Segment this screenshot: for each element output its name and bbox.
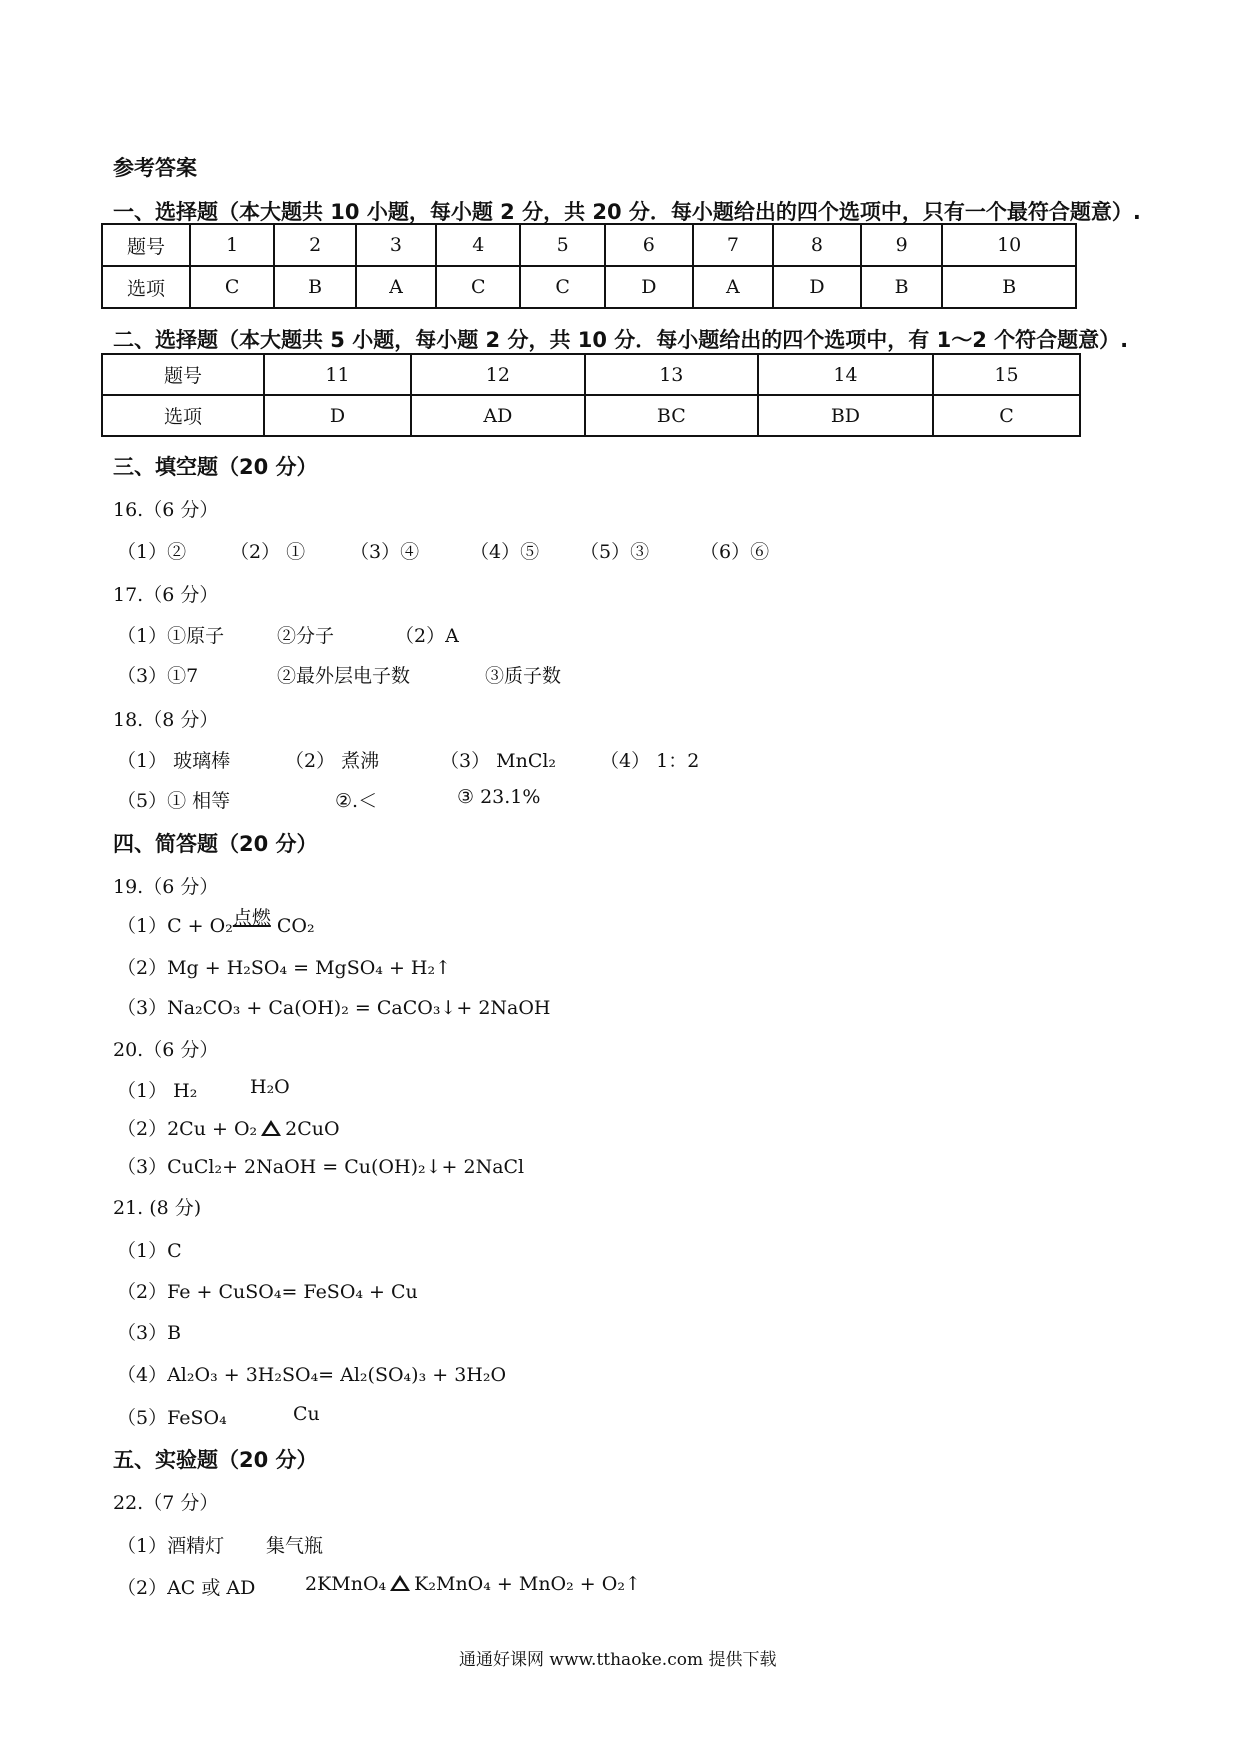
q21-title: 21. (8 分) — [113, 1197, 202, 1219]
section2-heading: 二、选择题（本大题共 5 小题，每小题 2 分，共 10 分．每小题给出的四个选项中，有 1～2 个符合题意）. — [113, 328, 1129, 352]
q17-title: 17.（6 分） — [113, 584, 219, 606]
equation-right: K₂MnO₄ + MnO₂ + O₂↑ — [414, 1573, 641, 1595]
footer: 通通好课网 www.tthaoke.com 提供下载 — [459, 1650, 777, 1670]
row-label: 选项 — [102, 395, 264, 436]
cell: 15 — [933, 354, 1080, 395]
cell: C — [520, 266, 604, 308]
q17-answer-3: （2）A — [395, 625, 459, 647]
q17-answer-5: ②最外层电子数 — [277, 665, 411, 687]
q18-answer-5: （5）① 相等 — [117, 790, 231, 812]
q20-equation-3: （3）CuCl₂+ 2NaOH = Cu(OH)₂↓+ 2NaCl — [117, 1156, 525, 1178]
equation-left: 2KMnO₄ — [305, 1573, 387, 1595]
q18-answer-6: ②.＜ — [335, 790, 378, 812]
q18-answer-1: （1） 玻璃棒 — [117, 750, 231, 772]
q16-answer-2: （2） ① — [230, 541, 306, 563]
q22-title: 22.（7 分） — [113, 1492, 219, 1514]
cell: BC — [585, 395, 758, 436]
cell: A — [693, 266, 773, 308]
cell: D — [605, 266, 693, 308]
q16-answer-3: （3）④ — [350, 541, 420, 563]
cell: C — [190, 266, 274, 308]
cell: 14 — [758, 354, 933, 395]
cell: C — [933, 395, 1080, 436]
q22-answer-3: （2）AC 或 AD — [117, 1577, 256, 1599]
q19-title: 19.（6 分） — [113, 876, 219, 898]
q16-title: 16.（6 分） — [113, 499, 219, 521]
section5-heading: 五、实验题（20 分） — [113, 1448, 318, 1472]
equation-right: 2CuO — [285, 1118, 340, 1140]
cell: 13 — [585, 354, 758, 395]
cell: 9 — [861, 224, 942, 266]
equation-right: CO₂ — [270, 915, 315, 937]
cell: 3 — [356, 224, 436, 266]
cell: 11 — [264, 354, 411, 395]
q17-answer-1: （1）①原子 — [117, 625, 225, 647]
cell: 5 — [520, 224, 604, 266]
q21-answer-6: Cu — [293, 1403, 320, 1425]
reaction-condition: 点燃 — [232, 907, 271, 929]
q21-answer-5: （5）FeSO₄ — [117, 1407, 227, 1429]
section1-heading: 一、选择题（本大题共 10 小题，每小题 2 分，共 20 分．每小题给出的四个选项中，只有一个最符合题意）. — [113, 200, 1141, 224]
q20-answer-2: H₂O — [250, 1076, 290, 1098]
section2-answer-row — [102, 395, 1080, 436]
heat-triangle-icon — [261, 1120, 281, 1136]
q16-answer-1: （1）② — [117, 541, 187, 563]
q20-answer-1: （1） H₂ — [117, 1080, 198, 1102]
q18-answer-4: （4） 1：2 — [600, 750, 700, 772]
q22-answer-2: 集气瓶 — [266, 1535, 324, 1557]
q18-answer-7: ③ 23.1% — [457, 786, 541, 808]
q20-title: 20.（6 分） — [113, 1039, 219, 1061]
q21-answer-3: （3）B — [117, 1322, 182, 1344]
q22-equation — [305, 1573, 641, 1595]
cell: 7 — [693, 224, 773, 266]
cell: B — [861, 266, 942, 308]
section4-heading: 四、简答题（20 分） — [113, 832, 318, 856]
cell: BD — [758, 395, 933, 436]
section1-number-row — [102, 224, 1076, 266]
cell: 1 — [190, 224, 274, 266]
page-title: 参考答案 — [113, 156, 197, 180]
q21-answer-1: （1）C — [117, 1240, 182, 1262]
cell: AD — [411, 395, 585, 436]
cell: D — [773, 266, 861, 308]
cell: 10 — [942, 224, 1076, 266]
q19-equation-2: （2）Mg + H₂SO₄ = MgSO₄ + H₂↑ — [117, 957, 452, 979]
q16-answer-6: （6）⑥ — [700, 541, 770, 563]
q20-equation-2 — [117, 1114, 340, 1141]
q21-answer-4: （4）Al₂O₃ + 3H₂SO₄= Al₂(SO₄)₃ + 3H₂O — [117, 1364, 507, 1386]
row-label: 选项 — [102, 266, 190, 308]
q16-answer-4: （4）⑤ — [470, 541, 540, 563]
cell: D — [264, 395, 411, 436]
q16-answer-5: （5）③ — [580, 541, 650, 563]
cell: B — [942, 266, 1076, 308]
q18-title: 18.（8 分） — [113, 709, 219, 731]
q17-answer-4: （3）①7 — [117, 665, 199, 687]
section3-heading: 三、填空题（20 分） — [113, 455, 318, 479]
cell: 6 — [605, 224, 693, 266]
cell: 4 — [436, 224, 520, 266]
equation-left: （1）C + O₂ — [117, 915, 233, 937]
row-label: 题号 — [102, 224, 190, 266]
q19-equation-1 — [117, 907, 315, 938]
section1-table — [101, 223, 1077, 309]
section2-table — [101, 353, 1081, 437]
q18-answer-2: （2） 煮沸 — [285, 750, 380, 772]
q21-answer-2: （2）Fe + CuSO₄= FeSO₄ + Cu — [117, 1281, 418, 1303]
section1-answer-row — [102, 266, 1076, 308]
q18-answer-3: （3） MnCl₂ — [440, 750, 557, 772]
cell: 8 — [773, 224, 861, 266]
section2-number-row — [102, 354, 1080, 395]
heat-triangle-icon — [390, 1575, 410, 1591]
cell: C — [436, 266, 520, 308]
row-label: 题号 — [102, 354, 264, 395]
q22-answer-1: （1）酒精灯 — [117, 1535, 225, 1557]
cell: 12 — [411, 354, 585, 395]
q19-equation-3: （3）Na₂CO₃ + Ca(OH)₂ = CaCO₃↓+ 2NaOH — [117, 997, 551, 1019]
cell: 2 — [274, 224, 355, 266]
q17-answer-6: ③质子数 — [485, 665, 562, 687]
q17-answer-2: ②分子 — [277, 625, 335, 647]
cell: B — [274, 266, 355, 308]
equation-left: （2）2Cu + O₂ — [117, 1118, 258, 1140]
cell: A — [356, 266, 436, 308]
